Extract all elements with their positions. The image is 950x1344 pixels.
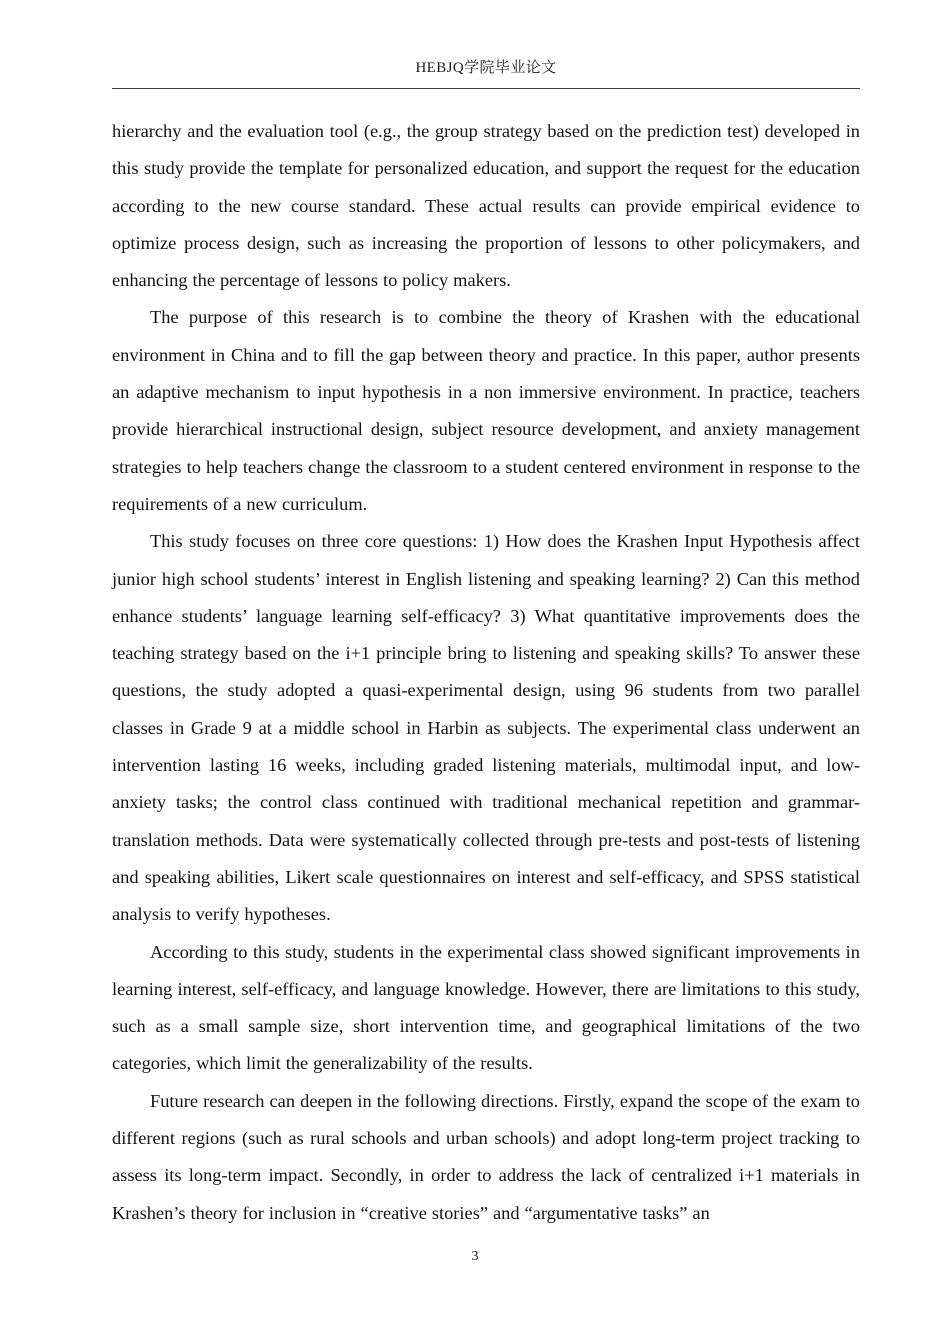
body-paragraph: According to this study, students in the experimental class showed significant improvements in learning interest, self-efficacy, and language knowledge. However, there are limitations to this study, such as a small sample size, short intervention time, and geographical limitations of the two categories, which limit the generalizability of the results. xyxy=(112,941,860,1074)
body-paragraph: hierarchy and the evaluation tool (e.g., the group strategy based on the prediction test) developed in this study provide the template for personalized education, and support the request for the education according to the new course standard. These actual results can provide empirical evidence to optimize process design, such as increasing the proportion of lessons to other policymakers, and enhancing the percentage of lessons to policy makers. xyxy=(112,121,860,291)
page-number: 3 xyxy=(471,1249,479,1264)
body-paragraph: This study focuses on three core questions: 1) How does the Krashen Input Hypothesis affect junior high school students’ interest in English listening and speaking learning? 2) Can this method enhance students’ language learning self-efficacy? 3) What quantitative improvements does the teaching strategy based on the i+1 principle bring to listening and speaking skills? To answer these questions, the study adopted a quasi-experimental design, using 96 students from two parallel classes in Grade 9 at a middle school in Harbin as subjects. The experimental class underwent an intervention lasting 16 weeks, including graded listening materials, multimodal input, and low-anxiety tasks; the control class continued with traditional mechanical repetition and grammar-translation methods. Data were systematically collected through pre-tests and post-tests of listening and speaking abilities, Likert scale questionnaires on interest and self-efficacy, and SPSS statistical analysis to verify hypotheses. xyxy=(112,531,860,925)
header-title: HEBJQ学院毕业论文 xyxy=(415,60,557,76)
body-paragraph: Future research can deepen in the following directions. Firstly, expand the scope of the exam to different regions (such as rural schools and urban schools) and adopt long-term project tracking to assess its long-term impact. Secondly, in order to address the lack of centralized i+1 materials in Krashen’s theory for inclusion in “creative stories” and “argumentative tasks” an xyxy=(112,1090,860,1223)
document-body xyxy=(112,113,860,1232)
header-divider xyxy=(112,88,860,89)
body-paragraph: The purpose of this research is to combine the theory of Krashen with the educational environment in China and to fill the gap between theory and practice. In this paper, author presents an adaptive mechanism to input hypothesis in a non immersive environment. In practice, teachers provide hierarchical instructional design, subject resource development, and anxiety management strategies to help teachers change the classroom to a student centered environment in response to the requirements of a new curriculum. xyxy=(112,307,860,514)
running-header xyxy=(112,58,860,78)
